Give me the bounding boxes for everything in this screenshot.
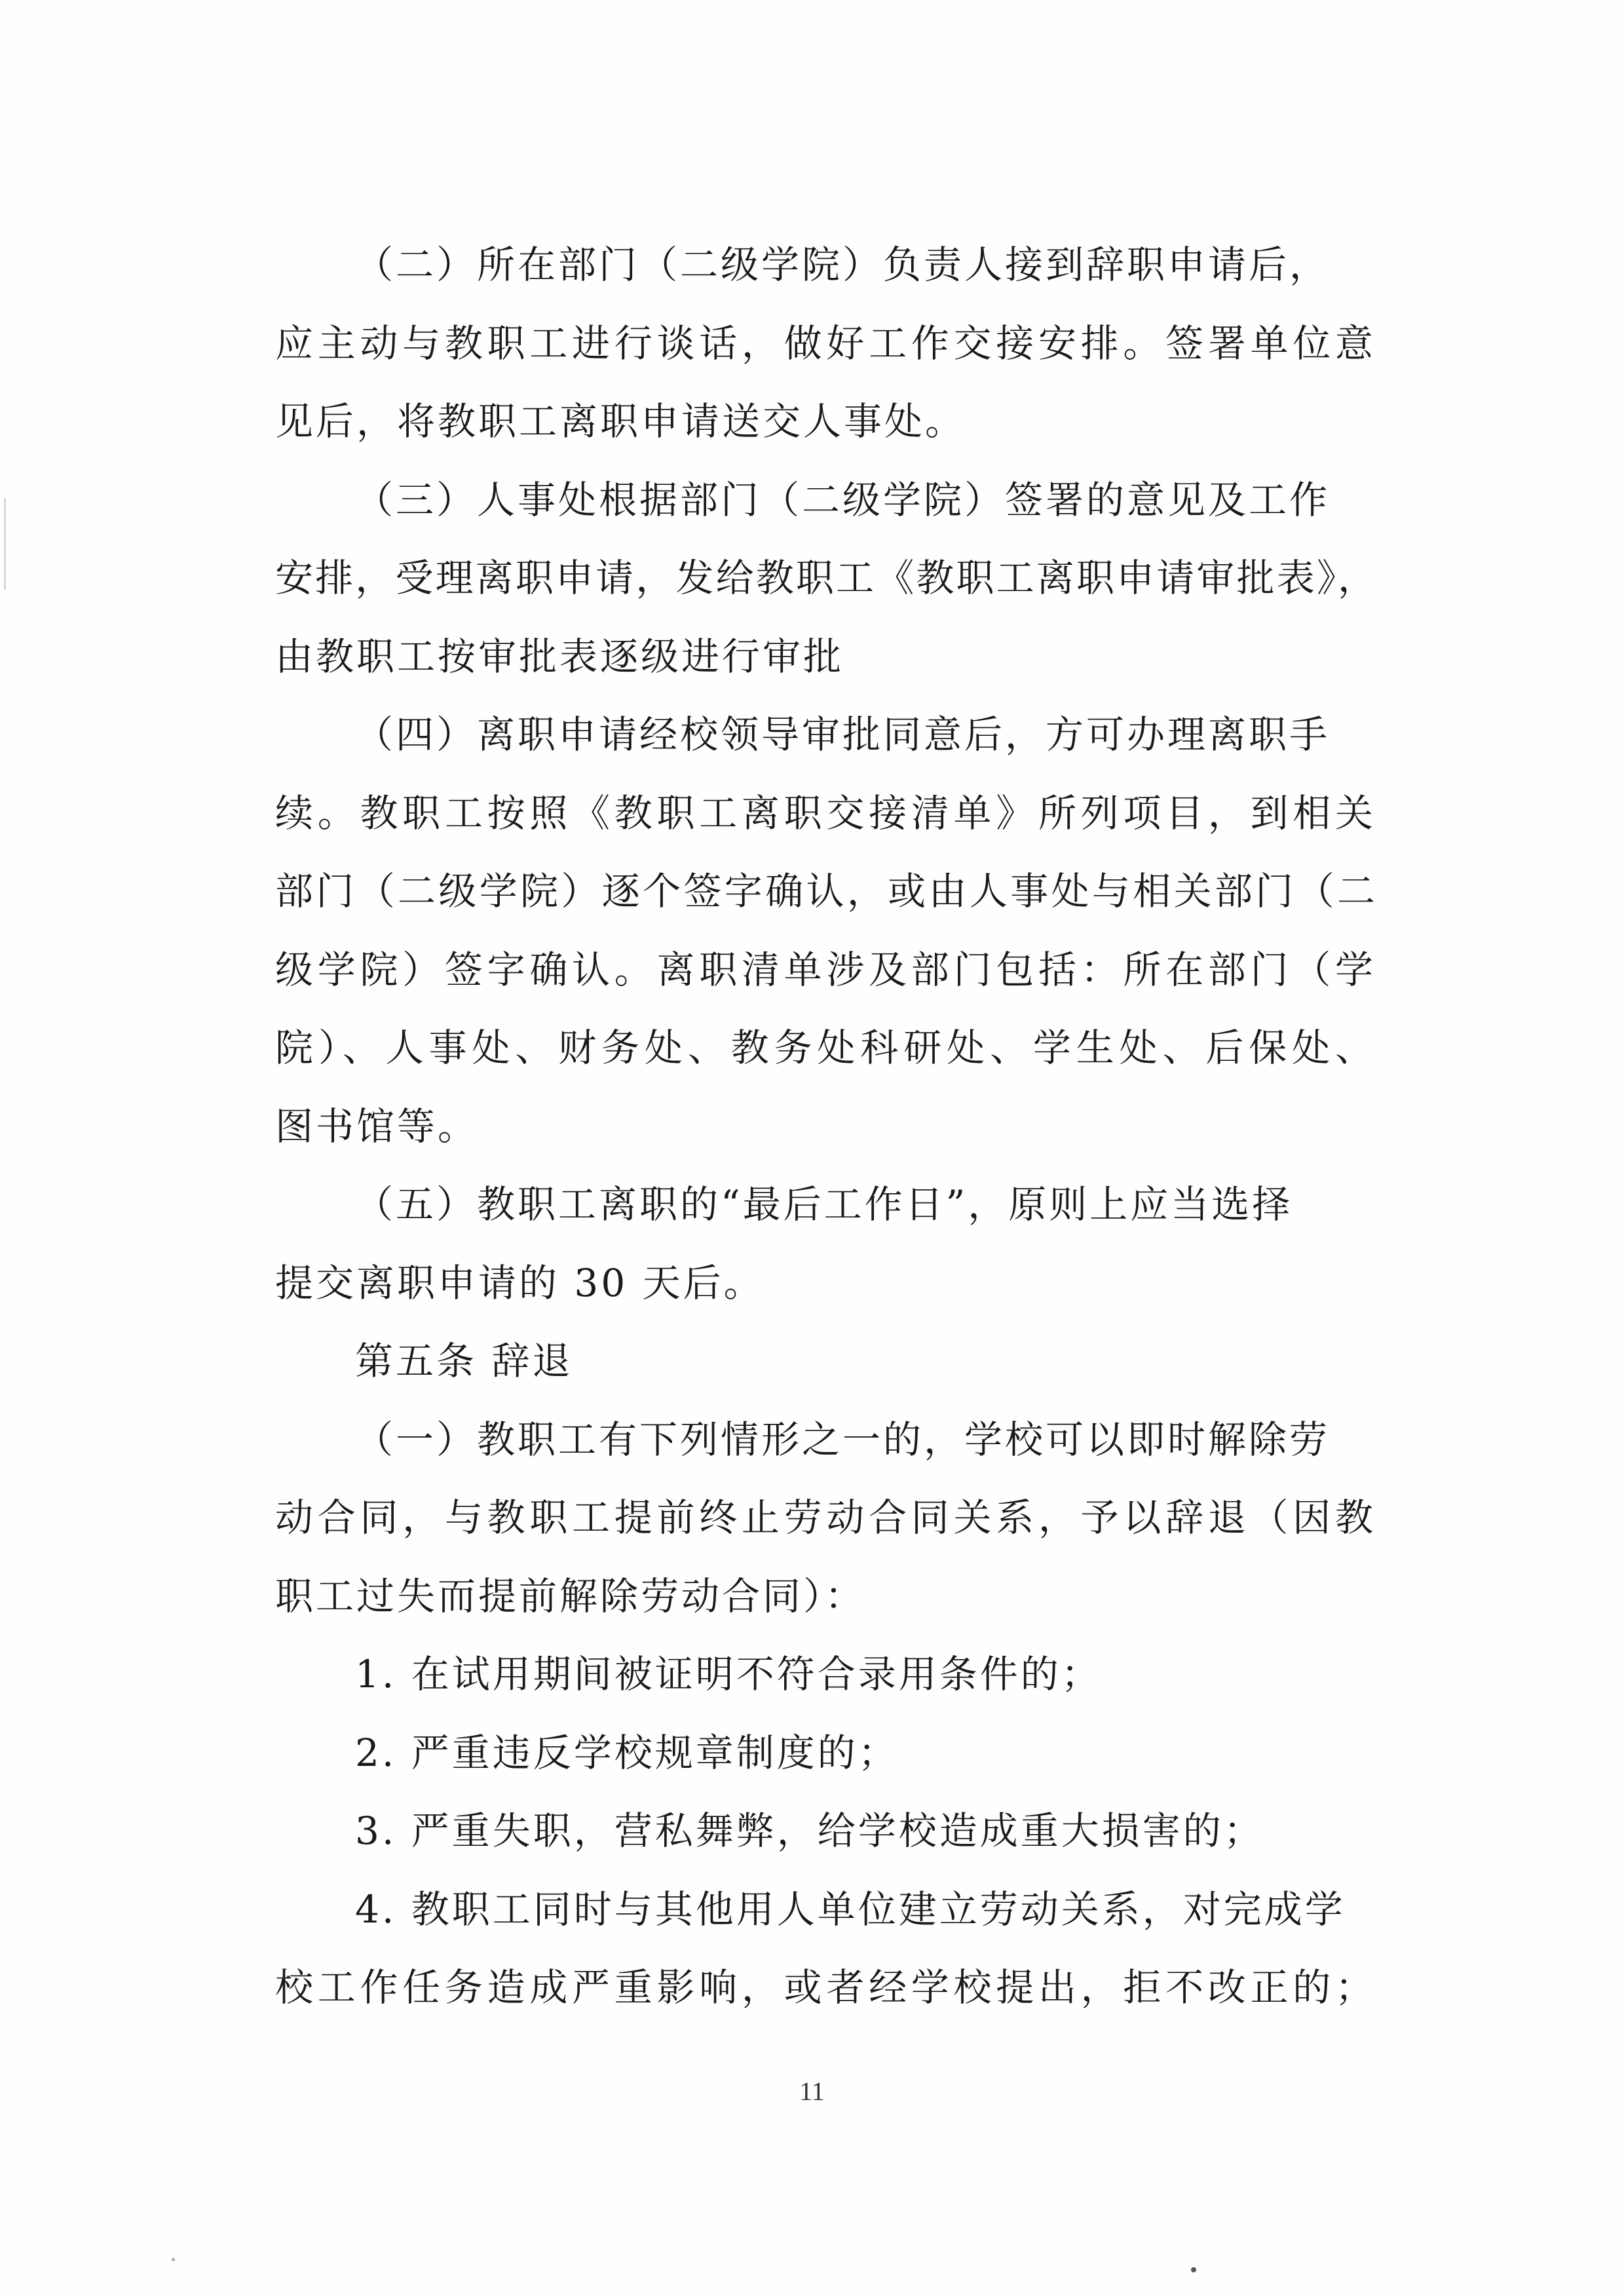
paragraph-line: 由教职工按审批表逐级进行审批 [275, 634, 844, 679]
scan-speck [1191, 2267, 1196, 2272]
paragraph-line: 职工过失而提前解除劳动合同）： [275, 1573, 866, 1618]
paragraph-line: 安排，受理离职申请，发给教职工《教职工离职申请审批表》， [275, 556, 1376, 600]
paragraph-line: 级学院）签字确认。离职清单涉及部门包括：所在部门（学 [275, 947, 1376, 992]
paragraph-line: （三）人事处根据部门（二级学院）签署的意见及工作 [355, 477, 1331, 522]
list-item: 2. 严重违反学校规章制度的； [355, 1730, 899, 1775]
list-item: 1. 在试用期间被证明不符合录用条件的； [355, 1652, 1102, 1696]
paragraph-line: 应主动与教职工进行谈话，做好工作交接安排。签署单位意 [275, 320, 1376, 366]
section-heading: 第五条 辞退 [355, 1339, 573, 1383]
paragraph-line: 院）、人事处、财务处、教务处科研处、学生处、后保处、 [275, 1025, 1376, 1070]
paragraph-line: （五）教职工离职的“最后工作日”，原则上应当选择 [355, 1182, 1293, 1227]
paragraph-line: 续。教职工按照《教职工离职交接清单》所列项目，到相关 [275, 790, 1376, 835]
paragraph-line: （二）所在部门（二级学院）负责人接到辞职申请后， [355, 242, 1331, 287]
list-item: 4. 教职工同时与其他用人单位建立劳动关系，对完成学 [355, 1886, 1346, 1932]
page-number: 11 [799, 2076, 825, 2106]
scan-speck [172, 2258, 175, 2261]
paragraph-line: （一）教职工有下列情形之一的，学校可以即时解除劳 [355, 1417, 1331, 1462]
paragraph-line: 提交离职申请的 30 天后。 [275, 1260, 765, 1305]
paragraph-line: 校工作任务造成严重影响，或者经学校提出，拒不改正的； [275, 1965, 1376, 2010]
paragraph-line: 动合同，与教职工提前终止劳动合同关系，予以辞退（因教 [275, 1495, 1376, 1540]
body-text [275, 226, 1376, 2027]
paragraph-line: 部门（二级学院）逐个签字确认，或由人事处与相关部门（二 [275, 869, 1376, 913]
paragraph-line: 图书馆等。 [275, 1103, 479, 1149]
scan-margin-mark [4, 498, 6, 590]
paragraph-line: （四）离职申请经校领导审批同意后，方可办理离职手 [355, 712, 1331, 757]
list-item: 3. 严重失职，营私舞弊，给学校造成重大损害的； [355, 1808, 1264, 1853]
paragraph-line: 见后，将教职工离职申请送交人事处。 [275, 399, 966, 444]
